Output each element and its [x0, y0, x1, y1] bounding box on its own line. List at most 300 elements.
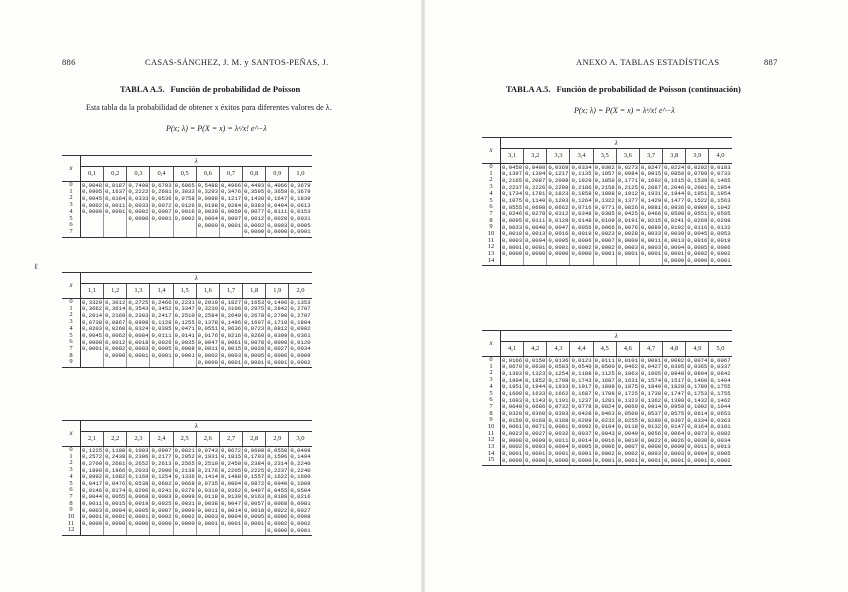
poisson-table-lambda-3.1-4.0 [482, 137, 732, 266]
probability-cell: 0,0004 [664, 243, 685, 251]
probability-cell: 0,1323 [617, 396, 638, 404]
probability-cell: 0,1304 [525, 170, 546, 178]
probability-cell: 0,0260 [244, 331, 265, 339]
probability-cell: 0,0914 [640, 403, 662, 411]
probability-cell: 0,0328 [502, 410, 523, 418]
lambda-value-header: 5,0 [709, 342, 732, 357]
probability-cell: 0,3012 [105, 298, 126, 306]
probability-cell: 0,0000 [548, 250, 569, 258]
left-running-title: CASAS-SÁNCHEZ, J. M. y SANTOS-PEÑAS, J. [145, 57, 329, 67]
probability-cell: 0,0894 [687, 369, 708, 377]
lambda-value-header: 1,5 [173, 284, 196, 299]
probability-cell: 0,2681 [105, 459, 126, 467]
probability-cell: 0,0003 [197, 513, 218, 521]
x-value: 12 [482, 437, 501, 444]
probability-cell: 0,0716 [571, 203, 592, 211]
x-value: 13 [482, 251, 501, 258]
probability-cell: 0,2158 [594, 183, 615, 191]
probability-cell: 0,0026 [151, 338, 172, 346]
lambda-value-header: 3,6 [616, 149, 639, 164]
probability-cell: 0,1596 [267, 453, 288, 461]
left-caption [120, 84, 300, 94]
probability-cell: 0,1600 [502, 389, 523, 397]
x-value: 12 [482, 244, 501, 251]
probability-cell: 0,1128 [151, 318, 172, 326]
probability-cell: 0,0043 [594, 430, 615, 438]
probability-cell: 0,0072 [151, 201, 172, 209]
probability-cell: 0,0037 [571, 430, 592, 438]
probability-cell: 0,0001 [640, 456, 662, 464]
probability-cell [104, 222, 127, 229]
probability-cell: 0,0045 [82, 194, 103, 202]
probability-cell: 0,0008 [640, 443, 662, 451]
probability-cell [219, 527, 242, 535]
probability-cell: 0,0203 [82, 325, 103, 333]
table-row [62, 359, 312, 367]
probability-cell: 0,0018 [244, 506, 265, 514]
probability-cell: 0,0001 [617, 250, 638, 258]
probability-cell: 0,0536 [151, 194, 172, 202]
probability-cell: 0,0608 [525, 203, 546, 211]
probability-cell: 0,0111 [594, 356, 615, 364]
probability-cell: 0,0003 [128, 345, 149, 353]
probability-cell: 0,0089 [640, 223, 662, 231]
probability-cell: 0,0255 [617, 416, 638, 424]
x-column-header: x [62, 421, 81, 447]
probability-cell: 0,3543 [128, 305, 149, 313]
probability-cell [81, 229, 104, 237]
probability-cell: 0,1002 [687, 403, 708, 411]
x-value: 11 [482, 431, 501, 438]
probability-cell: 0,0006 [267, 352, 288, 360]
probability-cell: 0,0462 [617, 363, 638, 371]
probability-cell: 0,0174 [105, 486, 126, 494]
probability-cell: 0,0348 [571, 210, 592, 218]
probability-cell: 0,0005 [710, 450, 731, 458]
probability-cell: 0,1823 [548, 190, 569, 198]
probability-cell: 0,1217 [548, 170, 569, 178]
lambda-value-header: 3,2 [524, 149, 547, 164]
x-value: 7 [62, 494, 81, 501]
probability-cell: 0,2417 [151, 311, 172, 319]
probability-cell: 0,1647 [267, 194, 288, 202]
probability-cell: 0,0000 [197, 221, 218, 229]
x-value: 8 [482, 218, 501, 225]
probability-cell: 0,0076 [617, 223, 638, 231]
probability-cell [616, 258, 639, 266]
probability-cell: 0,0013 [525, 230, 546, 238]
right-caption [506, 84, 741, 94]
probability-cell: 0,0198 [197, 201, 218, 209]
probability-cell: 0,2314 [267, 459, 288, 467]
probability-cell: 0,0940 [267, 479, 288, 487]
probability-cell [127, 359, 150, 367]
probability-cell: 0,0047 [548, 223, 569, 231]
lambda-value-header: 0,9 [266, 167, 289, 182]
x-value: 5 [482, 390, 501, 397]
lambda-value-header: 4,2 [524, 342, 547, 357]
probability-cell: 0,0000 [82, 520, 103, 528]
probability-cell: 0,0284 [220, 201, 242, 209]
probability-cell: 0,0867 [105, 318, 126, 326]
probability-cell: 0,0007 [220, 214, 242, 222]
probability-cell: 0,1264 [571, 196, 592, 204]
probability-cell: 0,8187 [105, 181, 126, 189]
probability-cell: 0,0071 [525, 423, 546, 431]
probability-cell: 0,1488 [220, 473, 242, 481]
probability-cell: 0,2700 [267, 311, 288, 319]
probability-cell: 0,0023 [502, 430, 523, 438]
probability-cell: 0,1839 [290, 194, 311, 202]
x-value: 3 [62, 202, 81, 209]
probability-cell: 0,1755 [710, 383, 731, 391]
probability-cell: 0,2842 [267, 305, 288, 313]
probability-cell: 0,1082 [105, 473, 126, 481]
probability-cell: 0,0168 [525, 416, 546, 424]
probability-cell: 0,1539 [687, 176, 708, 184]
lambda-header: λ [81, 421, 312, 432]
probability-cell: 0,0613 [290, 201, 311, 209]
lambda-header: λ [81, 156, 312, 167]
probability-cell: 0,1397 [502, 170, 523, 178]
probability-cell: 0,0045 [687, 230, 708, 238]
x-value: 4 [62, 209, 81, 216]
probability-cell: 0,2033 [128, 466, 149, 474]
probability-cell: 0,1378 [197, 318, 218, 326]
probability-cell: 0,0183 [710, 163, 731, 171]
probability-cell: 0,1747 [664, 389, 685, 397]
probability-cell: 0,1771 [617, 176, 638, 184]
probability-cell: 0,1944 [525, 383, 546, 391]
lambda-value-header: 0,3 [127, 167, 150, 182]
x-value: 11 [62, 521, 81, 528]
probability-cell: 0,0575 [664, 410, 685, 418]
probability-cell: 0,0011 [105, 201, 126, 209]
lambda-value-header: 3,7 [639, 149, 662, 164]
probability-cell: 0,0044 [82, 493, 103, 501]
probability-cell: 0,2678 [244, 311, 265, 319]
probability-cell: 0,0002 [82, 201, 103, 209]
probability-cell [127, 222, 150, 229]
probability-cell: 0,0307 [664, 416, 685, 424]
probability-cell: 0,0047 [220, 500, 242, 508]
probability-cell: 0,0334 [571, 163, 592, 171]
probability-cell: 0,0146 [82, 486, 103, 494]
probability-cell: 0,2001 [687, 183, 708, 191]
probability-cell: 0,1438 [244, 194, 265, 202]
probability-cell: 0,1850 [594, 176, 615, 184]
probability-cell: 0,1093 [502, 396, 523, 404]
probability-cell: 0,0035 [174, 338, 195, 346]
probability-cell: 0,0006 [594, 443, 615, 451]
probability-cell: 0,2226 [525, 183, 546, 191]
lambda-value-header: 2,0 [289, 284, 312, 299]
probability-cell: 0,0181 [710, 423, 731, 431]
probability-cell: 0,0455 [267, 486, 288, 494]
probability-cell [81, 353, 104, 360]
x-value: 1 [62, 306, 81, 313]
probability-cell: 0,2572 [82, 453, 103, 461]
probability-cell: 0,0001 [128, 352, 149, 360]
probability-cell: 0,1951 [502, 383, 523, 391]
probability-cell: 0,0732 [548, 403, 569, 411]
lambda-value-header: 0,2 [104, 167, 127, 182]
probability-cell: 0,0091 [640, 356, 662, 364]
lambda-value-header: 4,1 [501, 342, 524, 357]
probability-cell: 0,0073 [687, 430, 708, 438]
x-value: 1 [62, 454, 81, 461]
probability-cell: 0,0302 [594, 163, 615, 171]
probability-cell: 0,1622 [267, 473, 288, 481]
probability-cell: 0,0099 [174, 493, 195, 501]
probability-cell: 0,0009 [664, 443, 685, 451]
lambda-value-header: 0,5 [173, 167, 196, 182]
probability-cell: 0,0001 [290, 228, 311, 236]
probability-cell: 0,0363 [710, 416, 731, 424]
probability-cell [150, 222, 173, 229]
probability-cell: 0,0033 [640, 230, 662, 238]
probability-cell: 0,1225 [82, 446, 103, 454]
probability-cell: 0,0215 [640, 217, 662, 225]
probability-cell: 0,1931 [197, 453, 218, 461]
probability-cell: 0,0011 [640, 237, 662, 245]
probability-cell: 0,0241 [151, 486, 172, 494]
probability-cell: 0,0001 [128, 513, 149, 521]
probability-cell: 0,0027 [525, 430, 546, 438]
probability-cell: 0,1063 [617, 369, 638, 377]
probability-cell: 0,0653 [710, 410, 731, 418]
probability-cell: 0,2700 [82, 459, 103, 467]
probability-cell: 0,0010 [502, 230, 523, 238]
probability-cell [127, 229, 150, 237]
probability-cell [81, 359, 104, 367]
probability-cell: 0,2231 [174, 298, 195, 306]
probability-cell: 0,3662 [82, 305, 103, 313]
x-value: 0 [62, 299, 81, 306]
probability-cell: 0,1692 [640, 176, 662, 184]
probability-cell: 0,0050 [220, 208, 242, 216]
probability-cell: 0,0001 [664, 250, 685, 258]
probability-cell: 0,1522 [687, 196, 708, 204]
probability-cell: 0,1414 [197, 473, 218, 481]
probability-cell [593, 258, 616, 266]
lambda-value-header: 2,4 [150, 432, 173, 447]
probability-cell: 0,3293 [197, 188, 218, 196]
probability-cell: 0,0000 [128, 214, 149, 222]
probability-cell: 0,0001 [548, 243, 569, 251]
probability-cell [150, 229, 173, 237]
probability-cell: 0,0821 [174, 446, 195, 454]
x-value: 3 [482, 377, 501, 384]
x-value: 10 [482, 231, 501, 238]
probability-cell [196, 527, 219, 535]
probability-cell: 0,0000 [105, 352, 126, 360]
lambda-value-header: 1,7 [219, 284, 242, 299]
probability-cell: 0,2177 [151, 453, 172, 461]
probability-cell: 0,0551 [197, 325, 218, 333]
probability-cell: 0,2087 [525, 176, 546, 184]
probability-cell: 0,1708 [594, 389, 615, 397]
probability-cell: 0,0872 [244, 479, 265, 487]
x-value: 6 [482, 397, 501, 404]
probability-cell: 0,0000 [151, 520, 172, 528]
probability-cell: 0,0001 [525, 243, 546, 251]
probability-cell: 0,0948 [664, 369, 685, 377]
probability-cell: 0,0466 [640, 210, 662, 218]
probability-cell: 0,0053 [710, 230, 731, 238]
probability-cell: 0,0084 [128, 331, 149, 339]
right-caption-title: Función de probabilidad de Poisson (continuación) [556, 84, 741, 94]
probability-cell: 0,0001 [594, 250, 615, 258]
probability-cell: 0,0002 [151, 513, 172, 521]
probability-cell: 0,0111 [151, 331, 172, 339]
probability-cell: 0,0001 [105, 513, 126, 521]
probability-cell: 0,0260 [105, 325, 126, 333]
lambda-value-header: 1,1 [81, 284, 104, 299]
probability-cell: 0,0013 [710, 443, 731, 451]
probability-cell: 0,0395 [664, 363, 685, 371]
probability-cell [104, 215, 127, 222]
probability-cell: 0,0064 [664, 430, 685, 438]
x-value: 3 [62, 467, 81, 474]
probability-cell: 0,0630 [525, 363, 546, 371]
probability-cell: 0,0015 [105, 500, 126, 508]
probability-cell: 0,0216 [290, 493, 311, 501]
probability-cell: 0,0733 [710, 170, 731, 178]
probability-cell [104, 359, 127, 367]
probability-cell: 0,0040 [525, 223, 546, 231]
probability-cell: 0,0000 [687, 257, 708, 265]
probability-cell: 0,0022 [640, 436, 662, 444]
probability-cell: 0,4493 [244, 181, 265, 189]
probability-cell [127, 527, 150, 535]
probability-cell: 0,0005 [128, 506, 149, 514]
probability-cell: 0,0789 [687, 170, 708, 178]
probability-cell [150, 527, 173, 535]
poisson-table-lambda-0.1-1.0 [62, 155, 312, 238]
right-running-title: ANEXO A. TABLAS ESTADÍSTICAS [576, 57, 720, 67]
probability-cell: 0,0001 [617, 456, 638, 464]
lambda-value-header: 2,3 [127, 432, 150, 447]
probability-cell: 0,0002 [290, 358, 311, 366]
probability-cell: 0,1108 [105, 446, 126, 454]
probability-cell: 0,0640 [502, 403, 523, 411]
probability-cell: 0,2303 [128, 311, 149, 319]
probability-cell: 0,3106 [220, 305, 242, 313]
probability-cell: 0,0005 [244, 352, 265, 360]
probability-cell: 0,1203 [548, 196, 569, 204]
probability-cell: 0,2008 [548, 176, 569, 184]
probability-cell: 0,0988 [197, 194, 218, 202]
x-value: 9 [482, 224, 501, 231]
probability-cell: 0,0206 [128, 486, 149, 494]
probability-cell: 0,0006 [710, 243, 731, 251]
probability-cell: 0,0015 [220, 345, 242, 353]
probability-cell: 0,0002 [290, 520, 311, 528]
x-value: 0 [62, 182, 81, 189]
probability-cell: 0,0498 [290, 446, 311, 454]
probability-cell: 0,2466 [151, 298, 172, 306]
probability-cell: 0,1169 [128, 473, 149, 481]
probability-cell: 0,0001 [105, 208, 126, 216]
probability-cell: 0,0123 [571, 356, 592, 364]
x-value: 13 [482, 444, 501, 451]
probability-cell: 0,0132 [640, 423, 662, 431]
probability-cell: 0,0241 [664, 217, 685, 225]
probability-cell: 0,2975 [244, 305, 265, 313]
probability-cell: 0,0007 [151, 208, 172, 216]
probability-cell: 0,0003 [267, 221, 288, 229]
probability-cell: 0,0016 [594, 436, 615, 444]
probability-cell: 0,1966 [105, 466, 126, 474]
probability-cell: 0,0537 [640, 410, 662, 418]
probability-cell: 0,0636 [220, 325, 242, 333]
probability-cell: 0,1607 [244, 318, 265, 326]
table-row [62, 527, 312, 535]
probability-cell: 0,0000 [502, 456, 523, 464]
probability-cell: 0,4066 [267, 181, 288, 189]
lambda-value-header: 2,8 [243, 432, 266, 447]
probability-cell: 0,2707 [290, 305, 311, 313]
probability-cell: 0,0508 [664, 210, 685, 218]
x-value: 2 [62, 460, 81, 467]
probability-cell: 0,7408 [128, 181, 149, 189]
probability-cell: 0,0393 [548, 410, 569, 418]
probability-cell: 0,0471 [174, 325, 195, 333]
x-value: 6 [62, 487, 81, 494]
probability-cell: 0,2584 [197, 311, 218, 319]
probability-cell: 0,0001 [82, 345, 103, 353]
probability-cell: 0,2165 [502, 176, 523, 184]
probability-cell: 0,0132 [710, 223, 731, 231]
probability-cell: 0,1188 [571, 369, 592, 377]
probability-cell: 0,0001 [548, 450, 569, 458]
probability-cell: 0,0020 [267, 214, 288, 222]
probability-cell: 0,0385 [594, 210, 615, 218]
probability-cell: 0,0188 [267, 493, 288, 501]
lambda-value-header: 2,6 [196, 432, 219, 447]
probability-cell: 0,0150 [502, 416, 523, 424]
probability-cell: 0,0011 [687, 443, 708, 451]
probability-cell: 0,0066 [594, 223, 615, 231]
probability-cell: 0,1933 [548, 383, 569, 391]
probability-cell: 0,0551 [687, 210, 708, 218]
probability-cell: 0,0246 [502, 210, 523, 218]
probability-cell: 0,0001 [267, 358, 288, 366]
probability-cell: 0,0005 [687, 243, 708, 251]
probability-cell: 0,1362 [640, 396, 662, 404]
probability-cell: 0,3347 [174, 305, 195, 313]
probability-cell: 0,3033 [174, 188, 195, 196]
probability-cell: 0,0361 [290, 331, 311, 339]
probability-cell: 0,2306 [128, 453, 149, 461]
probability-cell: 0,2209 [548, 183, 569, 191]
probability-cell: 0,0031 [174, 500, 195, 508]
probability-cell: 0,0000 [571, 250, 592, 258]
probability-cell: 0,1574 [640, 376, 662, 384]
lambda-value-header: 4,6 [616, 342, 639, 357]
probability-cell: 0,0016 [548, 230, 569, 238]
probability-cell: 0,1890 [82, 466, 103, 474]
probability-cell: 0,0049 [617, 430, 638, 438]
right-caption-label: TABLA A.5. [506, 84, 551, 94]
probability-cell: 0,0771 [594, 203, 615, 211]
probability-cell: 0,0936 [664, 203, 685, 211]
probability-cell: 0,0002 [571, 243, 592, 251]
probability-cell: 0,0101 [617, 356, 638, 364]
probability-cell: 0,0092 [571, 423, 592, 431]
x-value: 2 [62, 195, 81, 202]
